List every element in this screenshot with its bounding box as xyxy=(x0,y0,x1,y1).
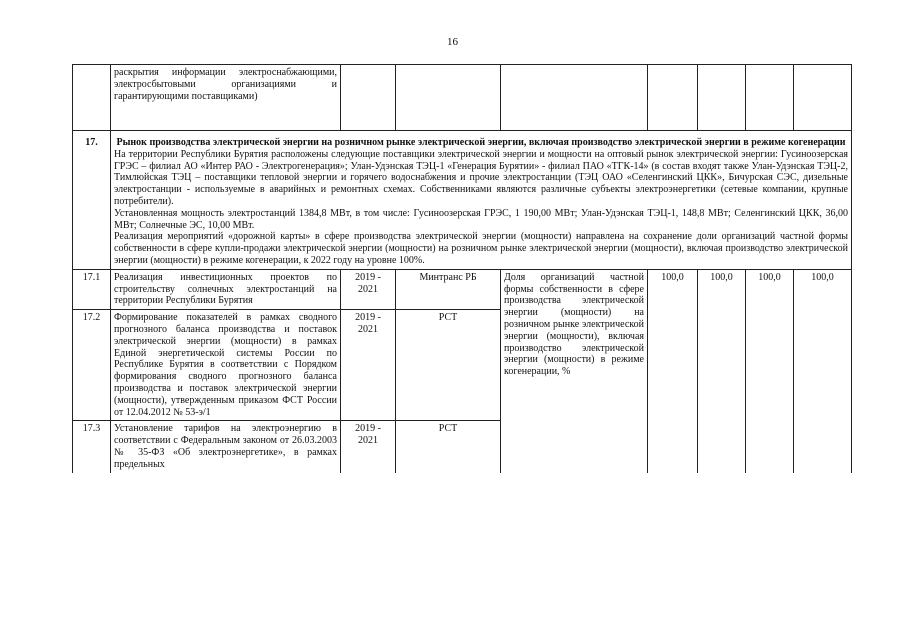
continued-row-indicator xyxy=(501,65,648,131)
value-2019: 100,0 xyxy=(648,269,698,472)
row-measure: Установление тарифов на электроэнергию в соответствии с Федеральным законом от 26.03.2003 № 35-ФЗ «Об электроэнергетике», в рамках предельных xyxy=(111,421,341,473)
section-paragraph: Реализация мероприятий «дорожной карты» в сфере производства электрической энергии (мощности) направлена на сохранение доли организаций частной формы собственности в сфере купли-продажи электрической энергии (мощности) на розничном рынке электрической энергии (мощности), включая производство электрической энергии (мощности) в режиме когенерации, к 2022 году на уровне 100%. xyxy=(114,231,848,266)
row-measure: Формирование показателей в рамках сводного прогнозного баланса производства и поставок электрической энергии (мощности) в рамках Единой энергетической системы России по Республике Бурятия в соответствии с Порядком формирования сводного прогнозного баланса производства и поставок электрической энергии (мощности), утвержденным приказом ФСТ России от 12.04.2012 № 53-э/1 xyxy=(111,310,341,421)
section-row xyxy=(73,131,852,270)
roadmap-table xyxy=(72,64,852,473)
value-2020: 100,0 xyxy=(698,269,746,472)
continued-row-value xyxy=(648,65,698,131)
value-2022: 100,0 xyxy=(794,269,852,472)
continued-row-text: раскрытия информации электроснабжающими, электросбытовыми организациями и гарантирующими поставщиками) xyxy=(111,65,341,131)
row-executor: РСТ xyxy=(396,421,501,473)
row-period: 2019 - 2021 xyxy=(341,421,396,473)
row-number: 17.1 xyxy=(73,269,111,309)
value-2021: 100,0 xyxy=(746,269,794,472)
page-number: 16 xyxy=(447,36,458,48)
continued-row-value xyxy=(698,65,746,131)
continued-row-period xyxy=(341,65,396,131)
row-measure: Реализация инвестиционных проектов по строительству солнечных электростанций на территории Республики Бурятия xyxy=(111,269,341,309)
table-row xyxy=(73,269,852,309)
row-number: 17.3 xyxy=(73,421,111,473)
section-number: 17. xyxy=(73,131,111,270)
row-period: 2019 - 2021 xyxy=(341,310,396,421)
section-body xyxy=(111,131,852,270)
continued-row-number xyxy=(73,65,111,131)
continued-row-value xyxy=(746,65,794,131)
section-paragraph: Установленная мощность электростанций 1384,8 МВт, в том числе: Гусиноозерская ГРЭС, 1 190,00 МВт; Улан-Удэнская ТЭЦ-1, 148,8 МВт; Селенгинский ЦКК, 36,00 МВт; Солнечные ЭС, 10,00 МВт. xyxy=(114,207,848,231)
indicator-cell: Доля организаций частной формы собственности в сфере производства электрической энергии (мощности) на розничном рынке электрической энергии (мощности), включая производство электрической энергии (мощности) в режиме когенерации, % xyxy=(501,269,648,472)
continued-row xyxy=(73,65,852,131)
row-period: 2019 - 2021 xyxy=(341,269,396,309)
row-number: 17.2 xyxy=(73,310,111,421)
continued-row-executor xyxy=(396,65,501,131)
continued-row-value xyxy=(794,65,852,131)
section-paragraph: На территории Республики Бурятия расположены следующие поставщики электрической энергии и мощности на оптовый рынок электрической энергии: Гусиноозерская ГРЭС – филиал АО «Интер РАО - Электрогенерация»; Улан-Удэнская ТЭЦ-1 «Генерация Бурятии» - филиал ПАО «ТГК-14» (в состав входят также Улан-Удэнская ТЭЦ-2, Тимлюйская ТЭЦ – поставщики тепловой энергии и горячего водоснабжения и прочие электростанции (ТЭЦ ОАО «Селенгинский ЦКК», Бичурская СЭС, дизельные электростанции - используемые в аварийных и ремонтных схемах. Собственниками являются различные субъекты электроэнергетики (сетевые компании, крупные потребители). xyxy=(114,148,848,207)
row-executor: РСТ xyxy=(396,310,501,421)
section-title: Рынок производства электрической энергии на розничном рынке электрической энергии, включая производство электрической энергии в режиме когенерации xyxy=(116,137,846,148)
row-executor: Минтранс РБ xyxy=(396,269,501,309)
